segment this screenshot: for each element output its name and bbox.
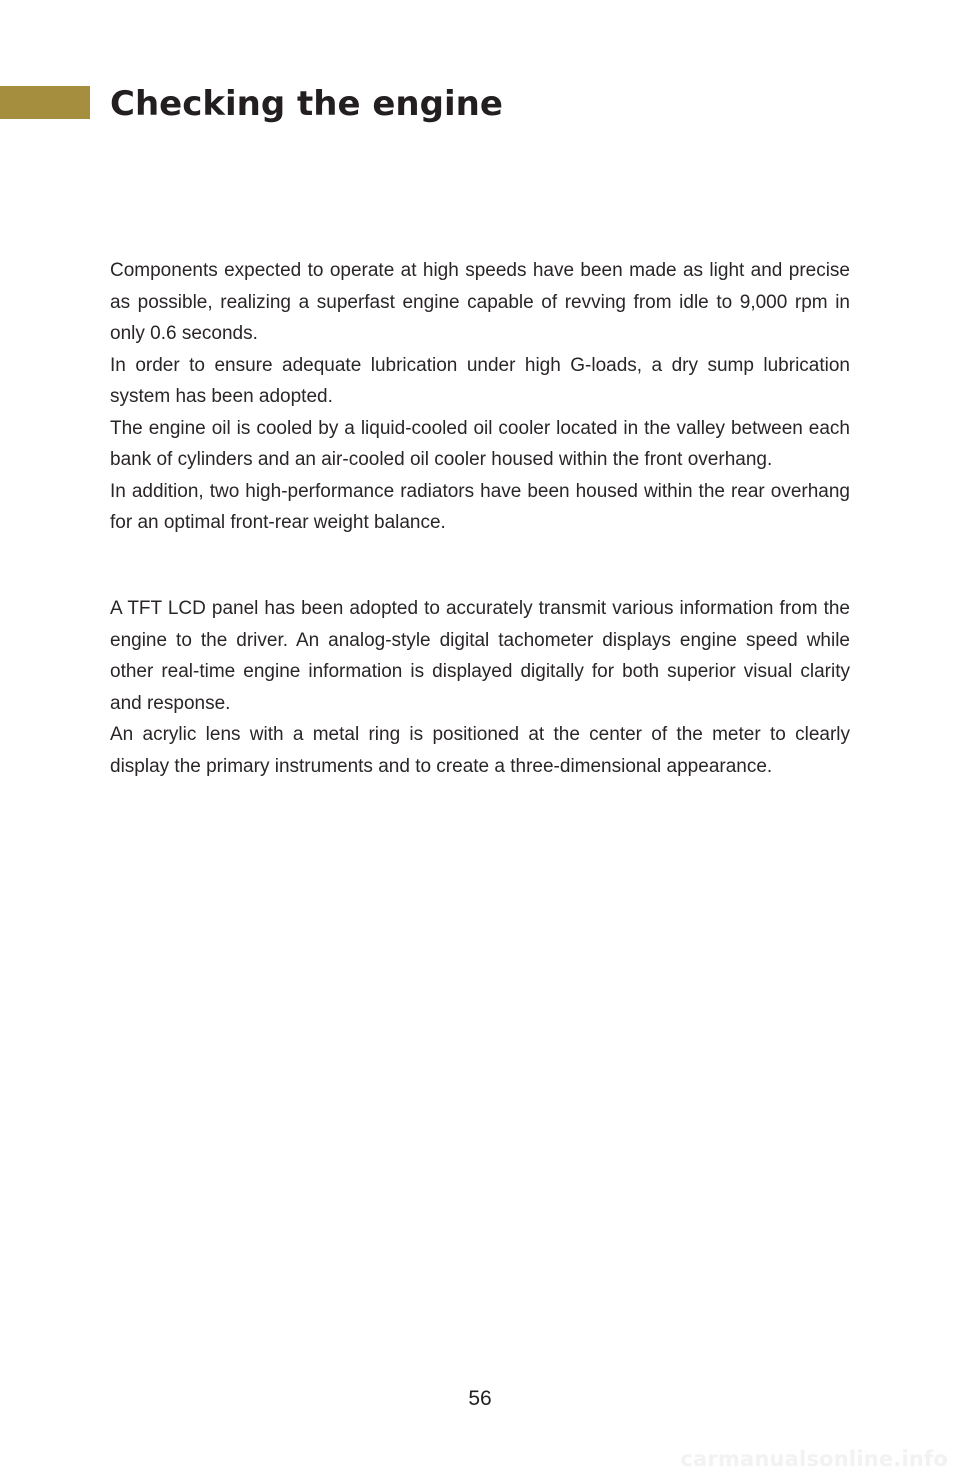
meter-paragraph-acrylic-lens: An acrylic lens with a metal ring is positioned at the center of the meter to clearly display the primary instruments and to create a three-dimensional appearance.	[110, 724, 850, 777]
watermark: carmanualsonline.info	[680, 1447, 948, 1471]
engine-paragraph-oil-cooling: The engine oil is cooled by a liquid-cooled oil cooler located in the valley between each bank of cylinders and an air-cooled oil cooler housed within the front overhang.	[110, 417, 850, 470]
page-number: 56	[468, 1387, 492, 1410]
engine-paragraph-lubrication: In order to ensure adequate lubrication under high G-loads, a dry sump lubrication system has been adopted.	[110, 354, 850, 407]
page-title: Checking the engine	[110, 84, 503, 124]
meter-paragraph-tft-lcd: A TFT LCD panel has been adopted to accurately transmit various information from the engine to the driver. An analog-style digital tachometer displays engine speed while other real-time engine information is displayed digitally for both superior visual clarity and response.	[110, 598, 850, 714]
section-accent-bar	[0, 86, 90, 119]
meter-description-section	[110, 593, 850, 782]
engine-paragraph-components: Components expected to operate at high speeds have been made as light and precise as possible, realizing a superfast engine capable of revving from idle to 9,000 rpm in only 0.6 seconds.	[110, 260, 850, 344]
engine-description-section	[110, 255, 850, 539]
engine-paragraph-radiators: In addition, two high-performance radiators have been housed within the rear overhang for an optimal front-rear weight balance.	[110, 480, 850, 533]
